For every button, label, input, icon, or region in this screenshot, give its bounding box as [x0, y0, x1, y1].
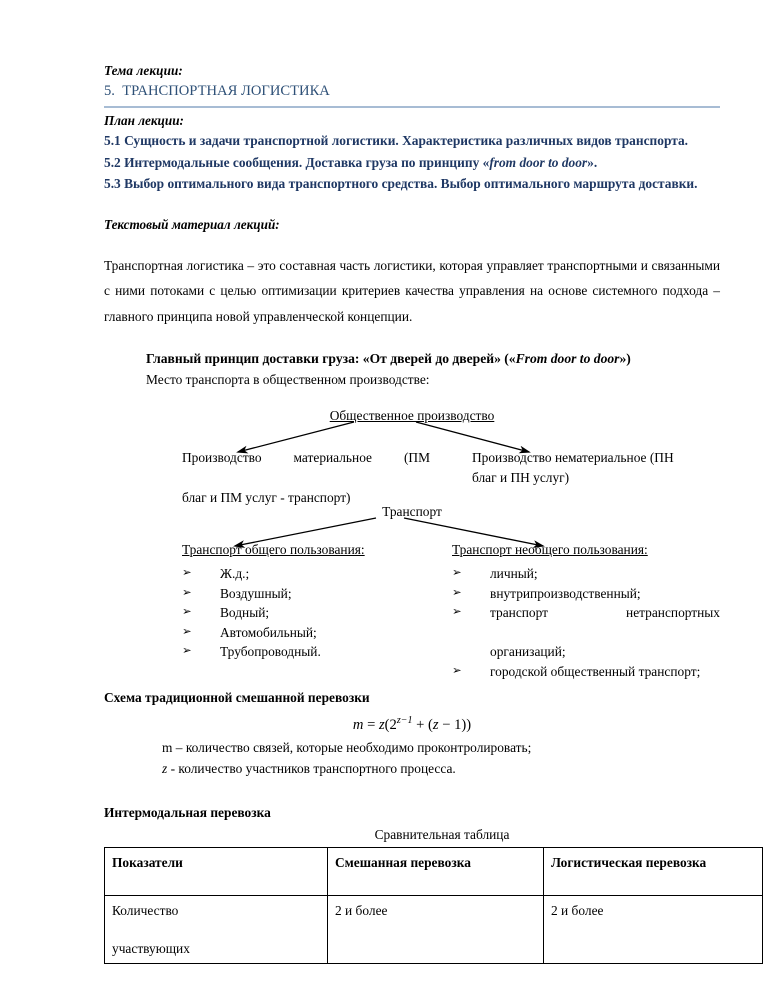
plan-item-3: 5.3 Выбор оптимального вида транспортного средства. Выбор оптимального маршрута доставки. — [104, 176, 698, 191]
list-item — [452, 662, 720, 682]
table-header-cell: Показатели — [105, 847, 328, 895]
transport-type-columns — [104, 564, 720, 679]
list-item — [452, 603, 720, 662]
diagram-branch-nonmaterial-line2: благ и ПН услуг) — [472, 470, 570, 485]
theme-label: Тема лекции: — [104, 63, 183, 78]
plan-item-1: 5.1 Сущность и задачи транспортной логистики. Характеристика различных видов транспорта. — [104, 133, 688, 148]
list-item-label: транспорт нетранспортных — [490, 605, 720, 621]
formula-section — [104, 688, 720, 779]
plan-item-2 — [104, 152, 720, 174]
public-transport-list-column — [182, 564, 427, 662]
list-item — [452, 584, 720, 604]
diagram-branch-material-line1: Производство материальное (ПМ — [182, 450, 430, 465]
table-cell-logistic: 2 и более — [544, 895, 763, 963]
formula-z2: z — [432, 716, 439, 733]
principle-line — [104, 348, 720, 369]
plan-item-2-prefix: 5.2 Интермодальные сообщения. Доставка груза по принципу « — [104, 154, 490, 170]
intermodal-heading: Интермодальная перевозка — [104, 804, 271, 820]
intro-paragraph: Транспортная логистика – это составная часть логистики, которая управляет транспортными и связанными с ними потоками с целью оптимизации критериев качества управления на основе системного подхода – главного принципа новой управленческой концепции. — [104, 257, 720, 324]
formula-legend-m — [104, 737, 720, 758]
list-item — [182, 603, 427, 623]
arrow-bullet-icon: ➢ — [182, 623, 192, 638]
legend-z-var: z — [162, 760, 168, 776]
title-number: 5. — [104, 83, 115, 99]
list-item-label: внутрипроизводственный; — [490, 585, 641, 601]
table-cell-indicator — [105, 895, 328, 963]
formula-z1: z — [378, 716, 385, 733]
list-item — [182, 623, 427, 643]
list-item — [452, 564, 720, 584]
table-caption: Сравнительная таблица — [374, 826, 510, 842]
diagram-node-transport: Транспорт — [382, 504, 442, 519]
table-row — [105, 895, 763, 963]
indicator-word-1: Количество — [112, 902, 179, 918]
transport-hierarchy-diagram — [104, 406, 720, 679]
arrow-bullet-icon: ➢ — [452, 584, 462, 599]
arrow-bullet-icon: ➢ — [182, 643, 192, 658]
diagram-branch-material-line2: благ и ПМ услуг - транспорт) — [182, 490, 351, 505]
material-label: Текстовый материал лекций: — [104, 216, 280, 232]
table-header-cell: Смешанная перевозка — [328, 847, 544, 895]
principle-italic: From door to door — [515, 351, 620, 366]
arrow-bullet-icon: ➢ — [182, 584, 192, 599]
list-item-label-cont: организаций; — [490, 644, 566, 660]
mixed-transport-heading: Схема традиционной смешанной перевозки — [104, 690, 370, 705]
plan-label: План лекции: — [104, 113, 184, 128]
diagram-leaf-public: Транспорт общего пользования: — [182, 542, 365, 557]
title-text: ТРАНСПОРТНАЯ ЛОГИСТИКА — [122, 83, 330, 99]
list-item-label: Ж.д.; — [220, 566, 250, 581]
arrow-bullet-icon: ➢ — [182, 604, 192, 619]
comparison-table — [104, 847, 763, 964]
page-title — [104, 79, 720, 101]
list-item-label: Водный; — [220, 605, 270, 621]
arrow-bullet-icon: ➢ — [452, 662, 462, 677]
list-item-label: Трубопроводный. — [220, 644, 321, 660]
page-content — [104, 62, 720, 964]
principle-prefix: Главный принцип доставки груза: «От дверей до дверей» (« — [146, 351, 516, 366]
formula-expression — [104, 709, 720, 737]
arrow-bullet-icon: ➢ — [182, 565, 192, 579]
nonpublic-transport-list — [452, 564, 720, 682]
table-cell-mixed: 2 и более — [328, 895, 544, 963]
legend-z-text: - количество участников транспортного процесса. — [167, 760, 456, 776]
legend-m-var: m — [162, 739, 173, 755]
arrow-bullet-icon: ➢ — [452, 604, 462, 619]
diagram-branch-nonmaterial-line1: Производство нематериальное (ПН — [472, 450, 674, 465]
table-header-row — [105, 847, 763, 895]
table-header-cell: Логистическая перевозка — [544, 847, 763, 895]
plan-item-2-suffix: ». — [587, 154, 598, 170]
public-transport-list — [182, 564, 427, 662]
nonpublic-transport-list-column — [452, 564, 720, 682]
formula-mid: + ( — [412, 716, 433, 733]
list-item-label: личный; — [490, 566, 538, 581]
title-divider — [104, 106, 720, 108]
list-item — [182, 564, 427, 584]
formula-legend-z — [104, 758, 720, 779]
list-item — [182, 584, 427, 604]
indicator-word-2: участвующих — [112, 940, 190, 956]
list-item-label: городской общественный транспорт; — [490, 663, 701, 679]
transport-place-line: Место транспорта в общественном производстве: — [146, 372, 430, 387]
list-item-label: Автомобильный; — [220, 624, 317, 640]
formula-eq: = — [363, 716, 379, 733]
diagram-branch-material — [182, 448, 430, 508]
principle-suffix: ») — [619, 351, 631, 366]
formula-open: (2 — [384, 716, 397, 733]
list-item — [182, 642, 427, 662]
diagram-leaf-nonpublic: Транспорт необщего пользования: — [452, 542, 648, 557]
diagram-branch-nonmaterial — [472, 448, 720, 488]
formula-tail: − 1)) — [438, 716, 472, 733]
arrow-bullet-icon: ➢ — [452, 565, 462, 579]
formula-lhs: m — [352, 716, 364, 733]
legend-m-text: – количество связей, которые необходимо проконтролировать; — [172, 739, 532, 755]
diagram-node-root: Общественное производство — [329, 408, 495, 423]
plan-item-2-italic: from door to door — [489, 154, 588, 170]
list-item-label: Воздушный; — [220, 585, 292, 601]
formula-exponent: z−1 — [396, 715, 413, 726]
